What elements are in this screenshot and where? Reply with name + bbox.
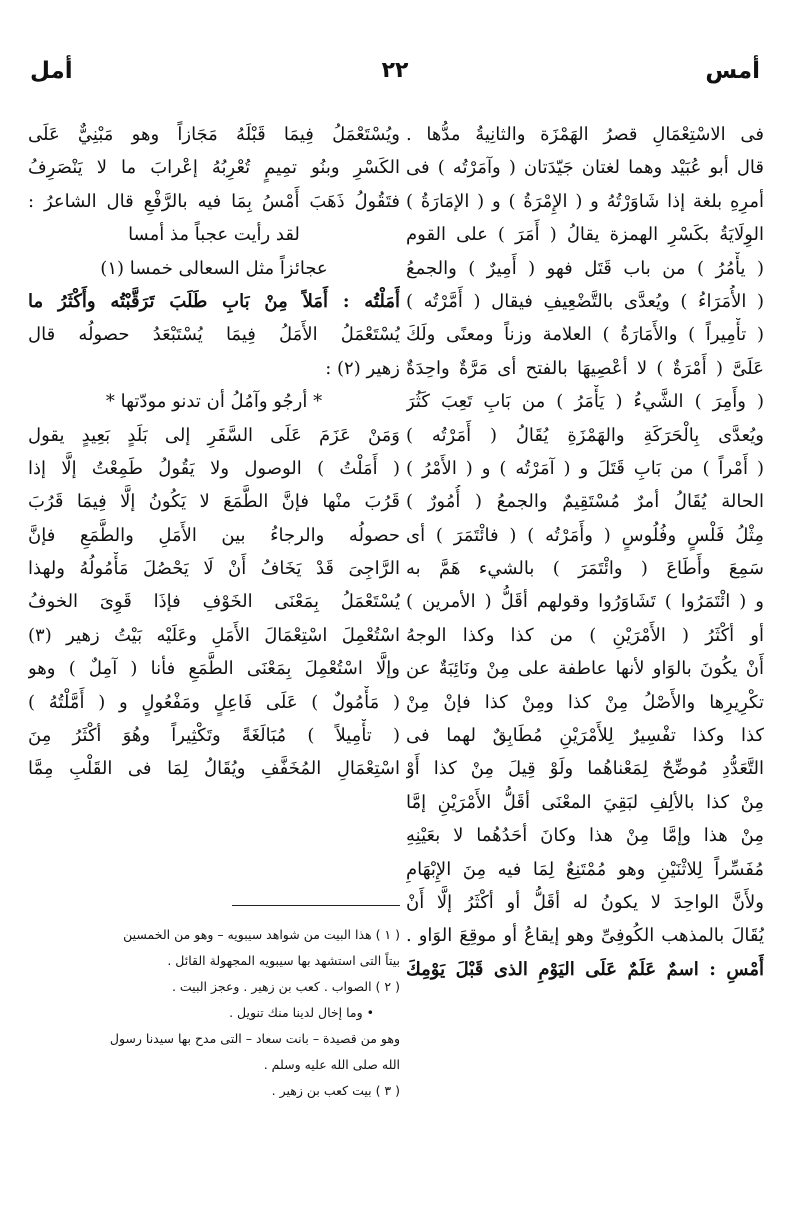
text-line: أو أكْثَرُ ( الأَمْرَيْنِ ) من كذا وكذا الوجهُ — [406, 624, 764, 646]
text-line: ولأَنَّ الواحِدَ لا يكونُ له أقَلُّ أو أكْثَرُ إلَّا أَنْ — [406, 891, 764, 913]
text-line: اسْتُعْمِلَ اسْتِعْمَالَ الأَمَلِ وعَلَيْه بَيْتُ زهير (٣) — [28, 624, 400, 646]
text-line: كذا وكذا تفْسِيرٌ لِلأَمْرَيْنِ مُطَابِقٌ لهما فى — [406, 725, 764, 747]
text-line: فى الاسْتِعْمَالِ قصرُ الهَمْزَة والثانِيةُ مدُّها . — [406, 124, 764, 145]
text-line: فتَقُولُ ذَهَبَ أَمْسُ بِمَا فيه بالرَّفْعِ قال الشاعرُ : — [28, 190, 400, 212]
footnote-line: ( ٣ ) بيت كعب بن زهير . — [271, 1083, 400, 1098]
footnote-line: بيتاً التى استشهد بها سيبويه المجهولة القائل . — [167, 953, 400, 968]
text-line: الكَسْرِ وبنُو تمِيمٍ تُعْرِبُهُ إعْرابَ ما لا يَنْصَرِفُ — [28, 157, 400, 179]
footnote-line: وهو من قصيدة – بانت سعاد – التى مدح بها سيدنا رسول — [109, 1031, 400, 1046]
text-line: مِنْ هذا وإمَّا مِنْ هذا وكانَ أحَدُهُما لا بعَيْنِهِ — [406, 825, 764, 847]
entry-line-ams: أَمْسِ : اسمٌ عَلَمٌ عَلَى اليَوْمِ الذى قَبْلَ يَوْمِكَ — [406, 958, 764, 980]
text-line: عَلَىَّ ( أَمْرَةٌ ) لا أعْصِيهَا بالفتح أى مَرَّةٌ واحِدَةٌ — [406, 357, 764, 379]
page-header — [30, 58, 760, 94]
text-line: الوِلَايَةُ بكَسْرِ الهمزة يقالُ ( أَمَرَ ) على القوم — [406, 224, 764, 246]
text-line: حصولُه والرجاءُ بين الأَمَلِ والطَّمَعِ فإنَّ — [28, 524, 400, 546]
text-line: يُسْتَعْمَلُ بِمَعْنَى الخَوْفِ فإذَا قَوِىَ الخوفُ — [28, 591, 400, 613]
text-line: وَمَنْ عَزَمَ عَلَى السَّفَرِ إلى بَلَدٍ بَعِيدٍ يقول — [28, 424, 400, 446]
verse-line: * أرجُو وآمُلُ أن تدنو مودّتها * — [105, 391, 323, 413]
text-line: ( مَأْمُولٌ ) عَلَى فَاعِلٍ ومَفْعُولٍ و ( أَمَّلْتُهُ ) — [28, 691, 400, 713]
footnote-line: الله صلى الله عليه وسلم . — [263, 1057, 400, 1072]
text-line: ( الأُمَرَاءُ ) ويُعدَّى بالتَّضْعِيفِ فيقال ( أَمَّرْتُه ) — [406, 290, 764, 312]
text-line: تكْرِيرِها والأَصْلُ مِنْ كذا ومِنْ كذا فإنْ مِنْ — [406, 691, 764, 713]
text-line: زهير (٢) : — [325, 357, 400, 379]
left-text-column — [28, 118, 400, 786]
text-line: أَنْ يكُونَ بالوَاو لأنها عاطفة على مِنْ ونَائِبَةٌ عن — [406, 658, 764, 680]
text-line: سَمِعَ وأَطَاعَ ( وائْتَمَرَ ) بالشيء هَمَّ به — [406, 558, 764, 580]
footnote-line: • وما إخال لدينا منك تنويل . — [229, 1005, 374, 1020]
text-line: ( وأَمِرَ ) الشَّيءُ ( يَأْمَرُ ) من بَابِ تَعِبَ كَثُرَ — [406, 391, 764, 413]
text-line: مِنْ كذا بالألِفِ لبَقِيَ المعْنَى أقَلُّ الأَمْرَيْنِ إمَّا — [406, 791, 764, 813]
text-line: ( أَمَلْتُ ) الوصول ولا يَقُولُ طَمِعْتُ إلَّا إذا — [28, 457, 400, 479]
verse-line: لقد رأيت عجباً مذ أمسا — [128, 224, 300, 246]
text-line: ويُسْتَعْمَلُ فِيمَا قَبْلَهُ مَجَازاً وهو مَبْنِيٌّ عَلَى — [28, 124, 400, 145]
text-line: وإلَّا اسْتُعْمِلَ بِمَعْنَى الطَّمَعِ فأنا ( آمِلٌ ) وهو — [28, 658, 400, 680]
text-line: الرَّاجِىَ قَدْ يَخَافُ أَنْ لَا يَحْصُلَ مَأْمُولُهُ ولهذا — [28, 558, 400, 580]
text-line: قال أبو عُبَيْد وهما لغتان جَيّدَتان ( وآمَرْتُه ) فى — [406, 157, 764, 179]
text-line: مُفَسِّراً لِلاثْنَيْنِ وهو مُمْتَنِعٌ لِمَا فيه مِنَ الإِبْهَامِ — [406, 858, 764, 880]
running-headword-right: أمس — [705, 58, 760, 84]
right-text-column — [406, 118, 764, 986]
text-line: و ( ائْتَمَرُوا ) تَشَاوَرُوا وقولهم أقَلُّ ( الأمرين ) — [406, 591, 764, 613]
verse-line: عجائزاً مثل السعالى خمسا (١) — [100, 257, 328, 279]
text-line: ( أَمْراً ) من بَابِ قَتَلَ و ( آمَرْتُه ) و ( الأَمْرُ ) — [406, 457, 764, 479]
text-line: اسْتِعْمَالِ المُخَفَّفِ ويُقَالُ لِمَا فى القَلْبِ مِمَّا — [28, 758, 400, 780]
text-line: ( يأْمُرُ ) من باب قَتَل فهو ( أَمِيرٌ ) والجمعُ — [406, 257, 764, 279]
text-line: التَّعَدُّدِ مُوضِّحٌ لِمَعْناهُما ولَوْ قِيلَ مِنْ كذا أَوْ — [406, 758, 764, 780]
text-line: يُسْتَعْمَلُ الأَمَلُ فِيمَا يُسْتَبْعَدُ حصولُه قال — [28, 324, 400, 346]
running-headword-left: أمل — [30, 58, 73, 84]
footnote-separator — [232, 905, 400, 906]
entry-line-amal: أَمَلْتُه : أَمَلاً مِنْ بَابِ طَلَبَ تَرَقَّبْتُه وأَكْثَرُ ما — [28, 290, 400, 312]
page-number: ٢٢ — [381, 58, 409, 83]
text-line: ويُعدَّى بِالْحَرَكَةِ والهَمْزَةِ يُقَالُ ( أَمَرْتُه ) — [406, 424, 764, 446]
text-line: الحالة يُقَالُ أمرٌ مُسْتَقِيمٌ والجمعُ ( أُمُورٌ ) — [406, 491, 764, 513]
text-line: ( تأْمِيلاً ) مُبَالَغَةً وتَكْثِيراً وهُوَ أكْثَرُ مِنَ — [28, 725, 400, 747]
text-line: مِثْلُ فَلْسٍ وفُلُوسٍ ( وأَمَرْتُه ) ( فائْتَمَرَ ) أى — [406, 524, 764, 546]
text-line: قَرُبَ منْها فإنَّ الطَّمَعَ لا يَكُونُ إلَّا فِيمَا قَرُبَ — [28, 491, 400, 513]
footnote-line: ( ٢ ) الصواب . كعب بن زهير . وعجز البيت . — [171, 979, 400, 994]
text-line: يُقَالَ بالمذهب الكُوفِىِّ وهو إيقاعُ أو موقِعَ الوَاو . — [406, 925, 764, 947]
text-line: ( تأْمِيراً ) والأَمَارَةُ ) العلامة وزناً ومعنًى ولَكَ — [406, 324, 764, 346]
footnotes — [28, 922, 400, 1104]
footnote-line: ( ١ ) هذا البيت من شواهد سيبويه – وهو من الخمسين — [123, 927, 400, 942]
text-line: أمرِهِ بلغة إذا شَاوَرْتُهُ و ( الإِمْرَةُ ) و ( الإمَارَةُ ) — [406, 190, 764, 212]
